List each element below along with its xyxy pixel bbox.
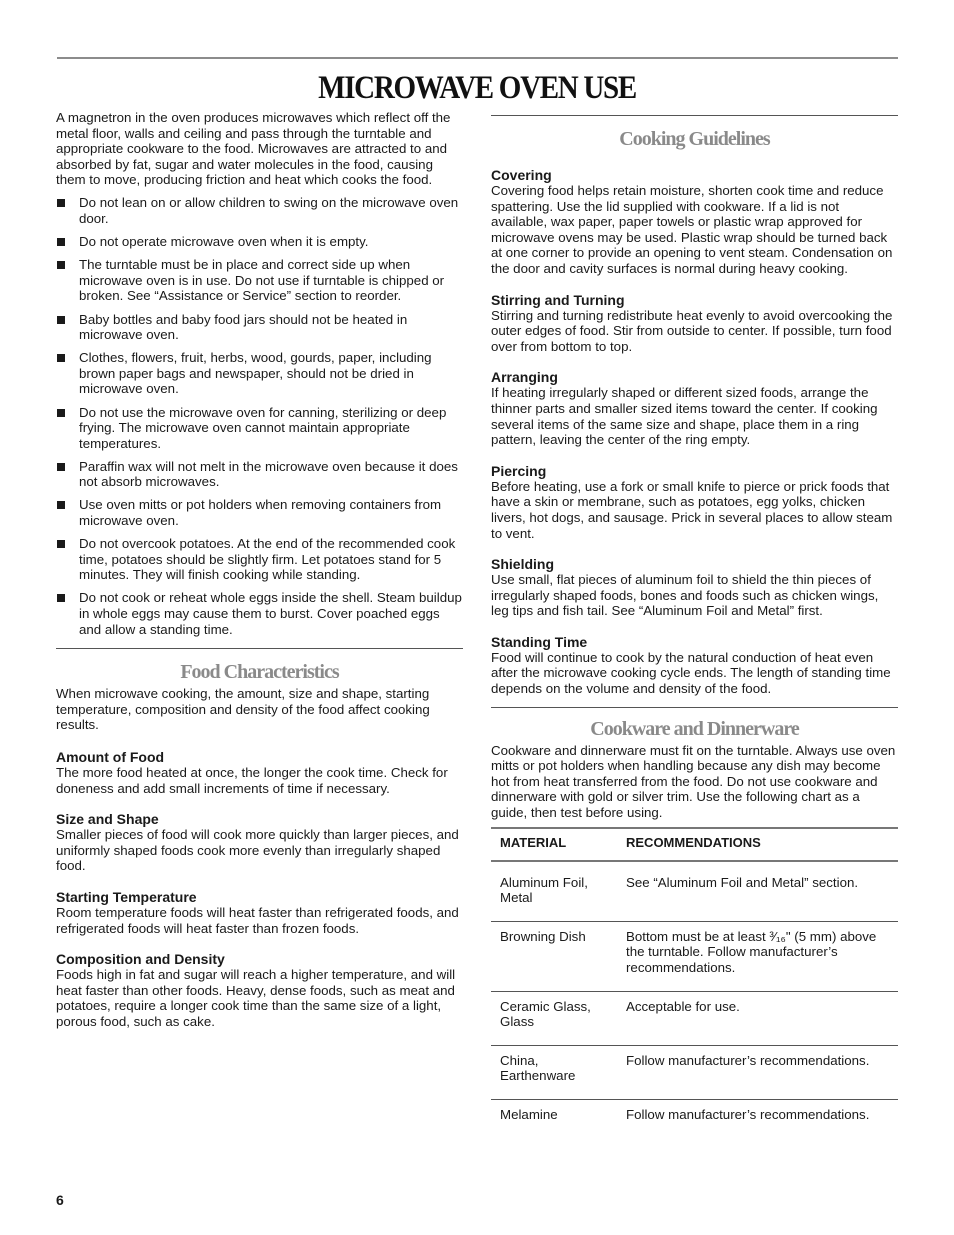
table-row: [491, 1099, 898, 1137]
arranging-section: [491, 369, 898, 447]
table-header-row: [491, 828, 898, 861]
square-bullet-icon: [57, 463, 65, 471]
section-text: If heating irregularly shaped or different sized foods, arrange the thinner parts and smaller sized items toward the center. If cooking several items of the same size and shape, place them in a ring pattern, leaving the center of the ring empty.: [491, 385, 878, 448]
square-bullet-icon: [57, 594, 65, 602]
section-text: Room temperature foods will heat faster than refrigerated foods, and refrigerated foods will heat faster than frozen foods.: [56, 904, 459, 936]
list-item: Do not operate microwave oven when it is empty.: [56, 234, 463, 250]
material-cell: Browning Dish: [491, 921, 617, 991]
recommendation-cell: Bottom must be at least ³⁄₁₆" (5 mm) above the turntable. Follow manufacturer’s recommendations.: [617, 921, 898, 991]
section-heading: Covering: [491, 167, 552, 183]
section-text: The more food heated at once, the longer the cook time. Check for doneness and add small increments of time if necessary.: [56, 765, 448, 796]
list-item: Do not overcook potatoes. At the end of the recommended cook time, potatoes should be slightly firm. Let potatoes stand for 5 minutes. They will finish cooking while standing.: [56, 536, 463, 583]
safety-bullet-list: [56, 195, 463, 637]
recommendation-cell: Follow manufacturer’s recommendations.: [617, 1045, 898, 1099]
section-divider: [56, 648, 463, 649]
list-item: Baby bottles and baby food jars should not be heated in microwave oven.: [56, 312, 463, 343]
square-bullet-icon: [57, 199, 65, 207]
recommendation-cell: See “Aluminum Foil and Metal” section.: [617, 861, 898, 922]
cookware-table: [491, 827, 898, 1138]
piercing-section: [491, 463, 898, 541]
intro-paragraph: A magnetron in the oven produces microwaves which reflect off the metal floor, walls and ceiling and pass through the turntable and appropriate cookware to the food. Microwaves are attracted to and absorbed by fat, sugar and water molecules in the food, causing them to move, producing friction and heat which cooks the food.: [56, 110, 451, 188]
section-heading: Standing Time: [491, 633, 588, 650]
section-text: Before heating, use a fork or small knife to pierce or prick foods that have a skin or membrane, such as potatoes, egg yolks, chicken livers, hot dogs, and sausage. Prick in several places to allow steam to vent.: [491, 478, 893, 541]
section-heading: Size and Shape: [56, 811, 159, 828]
cookware-intro: Cookware and dinnerware must fit on the turntable. Always use oven mitts or pot holders when handling because any dish may become hot from heat transferred from the food. Do not use cookware and dinnerware with gold or silver trim. Use the following chart as a guide, then test before using.: [491, 742, 896, 821]
section-text: Stirring and turning redistribute heat evenly to avoid overcooking the outer edges of food. Stir from outside to center. If possible, turn food over from bottom to top.: [491, 307, 893, 354]
list-item: Paraffin wax will not melt in the microwave oven because it does not absorb microwaves.: [56, 459, 463, 490]
table-row: [491, 921, 898, 991]
list-item: The turntable must be in place and correct side up when microwave oven is in use. Do not use if turntable is chipped or broken. See “Assistance or Service” section to reorder.: [56, 257, 463, 304]
food-characteristics-heading: Food Characteristics: [180, 661, 339, 684]
right-column: [491, 115, 898, 1138]
section-heading: Shielding: [491, 556, 554, 573]
covering-section: [491, 167, 898, 277]
square-bullet-icon: [57, 261, 65, 269]
list-item: Clothes, flowers, fruit, herbs, wood, gourds, paper, including brown paper bags and newspaper, should not be dried in microwave oven.: [56, 350, 463, 397]
section-heading: Composition and Density: [56, 951, 225, 968]
section-text: Covering food helps retain moisture, shorten cook time and reduce spattering. Use the lid supplied with cookware. If a lid is not available, wax paper, paper towels or plastic wrap approved for microwave ovens may be used. Plastic wrap should be turned back at one corner to provide an opening to vent steam. Condensation on the door and cavity surfaces is normal during heavy cooking.: [491, 183, 893, 276]
list-item: Do not use the microwave oven for canning, sterilizing or deep frying. The microwave oven cannot maintain appropriate temperatures.: [56, 405, 463, 452]
cookware-heading: Cookware and Dinnerware: [590, 717, 799, 740]
table-row: [491, 991, 898, 1045]
section-text: Food will continue to cook by the natural conduction of heat even after the microwave cooking cycle ends. The length of standing time depends on the volume and density of the food.: [491, 649, 891, 697]
list-item: Use oven mitts or pot holders when removing containers from microwave oven.: [56, 497, 463, 528]
section-text: Use small, flat pieces of aluminum foil to shield the thin pieces of irregularly shaped foods, bones and foods such as chicken wings, leg tips and fish tail. See “Aluminum Foil and Metal” first.: [491, 572, 879, 619]
material-cell: Ceramic Glass, Glass: [491, 991, 617, 1045]
table-row: [491, 861, 898, 922]
cooking-guidelines-heading: Cooking Guidelines: [619, 128, 770, 150]
section-text: Smaller pieces of food will cook more quickly than larger pieces, and uniformly shaped foods cook more evenly than irregularly shaped food.: [56, 827, 459, 874]
section-divider: [491, 115, 898, 116]
list-item: Do not cook or reheat whole eggs inside the shell. Steam buildup in whole eggs may cause them to burst. Cover poached eggs and allow a standing time.: [56, 590, 463, 637]
table-row: [491, 1045, 898, 1099]
section-divider: [491, 707, 898, 708]
section-heading: Piercing: [491, 462, 547, 479]
page-title: MICROWAVE OVEN USE: [318, 70, 636, 106]
column-header-recommendations: RECOMMENDATIONS: [617, 828, 898, 861]
section-heading: Amount of Food: [56, 749, 165, 765]
list-item: Do not lean on or allow children to swing on the microwave oven door.: [56, 195, 463, 226]
recommendation-cell: Follow manufacturer’s recommendations.: [626, 1106, 870, 1122]
material-cell: Melamine: [500, 1106, 558, 1122]
column-header-material: MATERIAL: [491, 828, 617, 861]
section-heading: Starting Temperature: [56, 888, 197, 905]
square-bullet-icon: [57, 354, 65, 362]
standing-time-section: [491, 634, 898, 697]
square-bullet-icon: [57, 316, 65, 324]
size-and-shape-section: [56, 811, 463, 874]
section-text: Foods high in fat and sugar will reach a higher temperature, and will heat faster than other foods. Heavy, dense foods, such as meat and potatoes, require a longer cook time than the same size of a light, porous food, such as cake.: [56, 967, 456, 1029]
composition-and-density-section: [56, 951, 463, 1029]
top-rule: [57, 57, 898, 59]
amount-of-food-section: [56, 749, 463, 796]
square-bullet-icon: [57, 501, 65, 509]
page-number: 6: [56, 1192, 64, 1208]
material-cell: Aluminum Foil, Metal: [491, 861, 617, 922]
section-heading: Stirring and Turning: [491, 291, 625, 308]
recommendation-cell: Acceptable for use.: [617, 991, 898, 1045]
square-bullet-icon: [57, 540, 65, 548]
left-column: [56, 110, 463, 1030]
stirring-and-turning-section: [491, 292, 898, 355]
shielding-section: [491, 556, 898, 619]
square-bullet-icon: [57, 238, 65, 246]
material-cell: China, Earthenware: [491, 1045, 617, 1099]
starting-temperature-section: [56, 889, 463, 936]
square-bullet-icon: [57, 409, 65, 417]
section-heading: Arranging: [491, 369, 558, 386]
food-characteristics-intro: When microwave cooking, the amount, size and shape, starting temperature, composition and density of the food affect cooking results.: [56, 686, 430, 733]
